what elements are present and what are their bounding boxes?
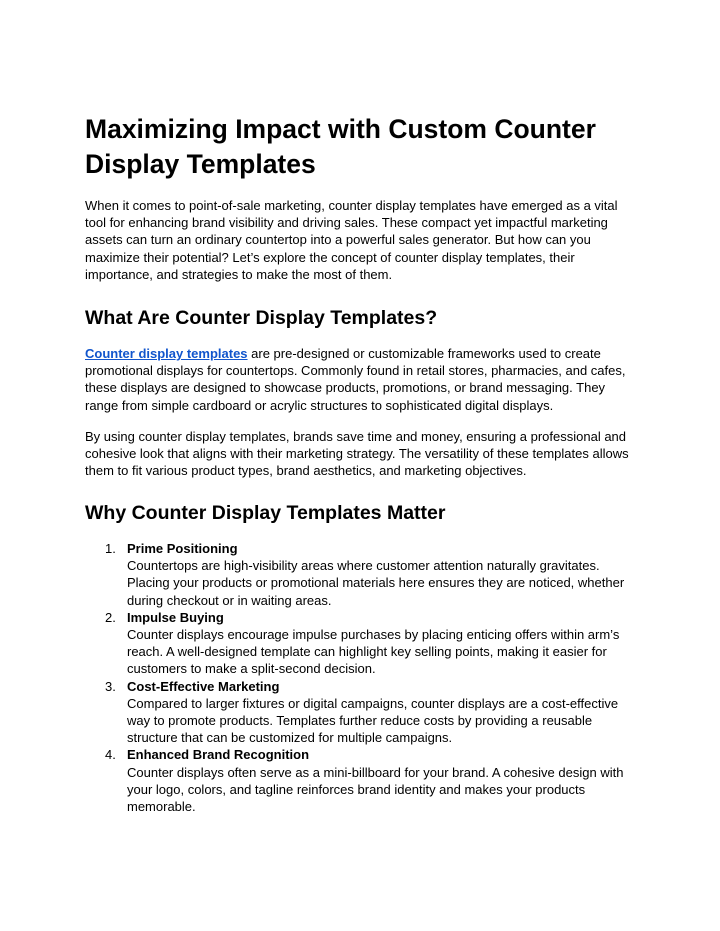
- list-item: [85, 746, 635, 815]
- list-item-title: Enhanced Brand Recognition: [127, 747, 310, 763]
- list-item-text: Compared to larger fixtures or digital campaigns, counter displays are a cost-effective way to promote products. Templates further reduce costs by providing a reusable structure that can be customized for multiple campaigns.: [127, 695, 619, 746]
- definition-text: are pre-designed or customizable frameworks used to create promotional displays for countertops. Commonly found in retail stores, pharmacies, and cafes, these displays are designed to showcase products, promotions, or brand messaging. They range from simple cardboard or acrylic structures to sophisticated digital displays.: [85, 346, 626, 413]
- list-item: [85, 540, 635, 609]
- list-item-text: Counter displays often serve as a mini-billboard for your brand. A cohesive design with your logo, colors, and tagline reinforces brand identity and makes your products memorable.: [127, 764, 624, 815]
- counter-display-templates-link[interactable]: Counter display templates: [85, 346, 248, 361]
- intro-paragraph: When it comes to point-of-sale marketing, counter display templates have emerged as a vital tool for enhancing brand visibility and driving sales. These compact yet impactful marketing assets can turn an ordinary countertop into a powerful sales generator. But how can you maximize their potential? Let’s explore the concept of counter display templates, their importance, and strategies to make the most of them.: [85, 198, 618, 282]
- section-heading-why-matter: Why Counter Display Templates Matter: [85, 502, 446, 524]
- list-item-title: Prime Positioning: [127, 541, 238, 556]
- section-heading-what-are: What Are Counter Display Templates?: [85, 307, 438, 329]
- list-item-number: 4.: [105, 747, 116, 763]
- list-item: [85, 609, 635, 678]
- list-item-text: Countertops are high-visibility areas where customer attention naturally gravitates. Placing your products or promotional materials here ensures they are noticed, whether during checkout or in waiting areas.: [127, 558, 625, 608]
- definition-paragraph: [85, 345, 635, 414]
- list-item-title: Impulse Buying: [127, 609, 224, 625]
- list-item-number: 2.: [105, 609, 116, 625]
- list-item-title: Cost-Effective Marketing: [127, 678, 280, 694]
- page-title: Maximizing Impact with Custom Counter Display Templates: [85, 114, 596, 179]
- list-item: [85, 678, 635, 747]
- benefits-paragraph: By using counter display templates, brands save time and money, ensuring a professional and cohesive look that aligns with their marketing strategy. The versatility of these templates allows them to fit various product types, brand aesthetics, and marketing objectives.: [85, 429, 629, 479]
- list-item-text: Counter displays encourage impulse purchases by placing enticing offers within arm’s reach. A well-designed template can highlight key selling points, making it easier for customers to make a split-second decision.: [127, 627, 620, 677]
- reasons-list: [85, 540, 635, 815]
- list-item-number: 1.: [105, 541, 116, 556]
- list-item-number: 3.: [105, 678, 116, 694]
